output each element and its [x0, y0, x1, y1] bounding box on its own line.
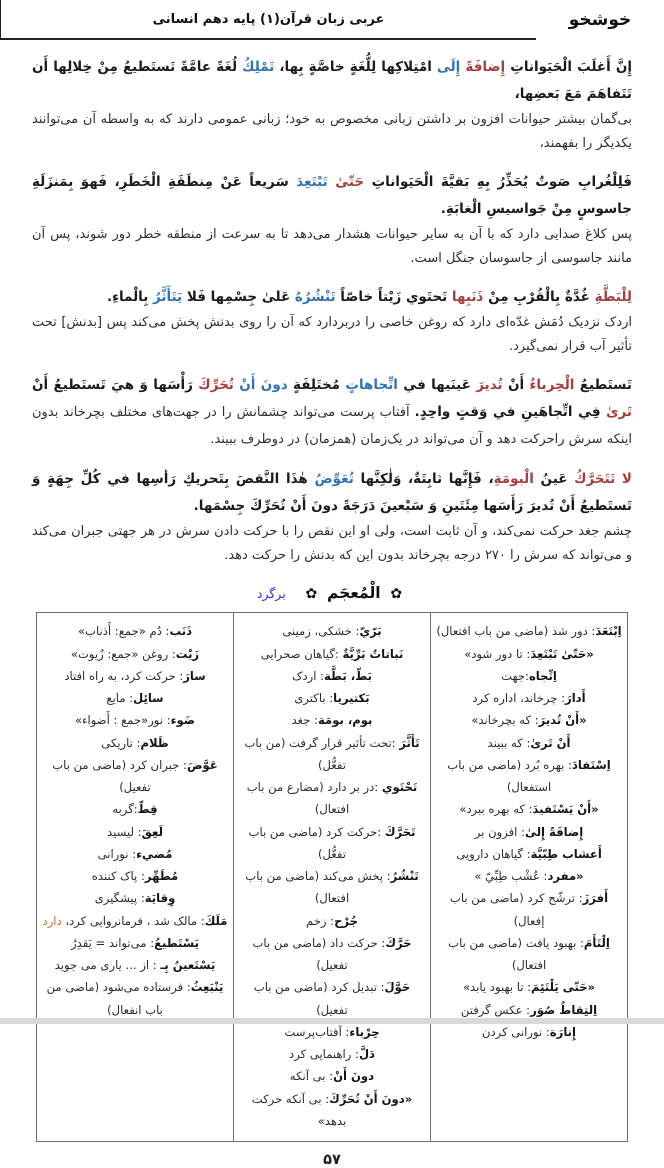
- arabic-text: ذَنَبِها: [451, 289, 484, 306]
- flower-icon: ✿: [305, 586, 318, 603]
- vocab-entry: [239, 687, 425, 709]
- vocab-meaning: : روغن «جمع: زُيوت»: [70, 646, 176, 661]
- vocab-meaning: : جبران کرد (ماضی من باب تفعیل): [52, 757, 187, 795]
- arabic-text: تُديرَ: [476, 377, 503, 394]
- vocab-accent-word: دارد: [42, 913, 62, 928]
- vocab-headword: بَرّيّ: [359, 624, 382, 639]
- vocab-entry: [239, 620, 425, 642]
- vocab-entry: [42, 798, 228, 820]
- vocab-headword: أَدارَ: [565, 691, 586, 706]
- vocab-headword: بَطّ، بَطَّة: [324, 668, 372, 683]
- vocab-headword: ضَوء: [170, 713, 196, 728]
- vocab-entry: [436, 932, 622, 977]
- vocab-column-left: [37, 613, 234, 1141]
- vocab-entry: [42, 709, 228, 731]
- back-link[interactable]: برگرد: [256, 586, 286, 602]
- persian-translation: بی‌گمان بیشتر حیوانات افزون بر داشتن زبانی مخصوص به خود؛ زبانی عمومی دارند که به واسطه آن می‌توانند یکدیگر را بفهمند،: [32, 112, 632, 152]
- vocab-meaning: : عکس گرفتن: [460, 1002, 531, 1017]
- vocab-meaning: : جغد: [291, 713, 319, 728]
- vocab-headword: «مفرد: [547, 869, 584, 884]
- arabic-text: غُدَّةٌ بِالْقُرْبِ مِنْ: [483, 289, 595, 306]
- vocab-meaning: : تاریکی: [101, 735, 141, 750]
- vocab-meaning: : نورانی: [97, 846, 137, 861]
- lesson-paragraph: [32, 466, 632, 568]
- vocab-meaning: : دور شد (ماضی من باب افتعال): [436, 624, 596, 639]
- vocab-meaning: : چرخاند، اداره کرد: [472, 691, 566, 706]
- arabic-text: الْبومَةِ: [493, 471, 534, 488]
- arabic-text: أَنْ: [502, 377, 530, 394]
- vocab-entry: [239, 709, 425, 731]
- vocab-headword: مُضيء: [136, 846, 173, 861]
- vocab-headword: قِطّ: [137, 802, 158, 817]
- vocab-headword: يَنْبَعِثُ: [190, 980, 224, 995]
- vocab-entry: [436, 709, 622, 731]
- page-header: [0, 0, 664, 40]
- page-footer: [32, 1142, 632, 1168]
- vocab-meaning: : عُشْب طِبِّيّ »: [474, 869, 548, 884]
- vocab-headword: اِسْتَفادَ: [571, 757, 611, 772]
- arabic-text: فَلِلْغُرابِ صَوتٌ يُحَذِّرُ بِهِ بَقيَّةَ الْحَيَواناتِ: [364, 174, 632, 191]
- vocab-headword: عَوَّضَ: [186, 757, 218, 772]
- vocab-meaning: : نورانی کردن: [482, 1024, 550, 1039]
- flower-icon: ✿: [390, 586, 403, 603]
- vocab-headword: زَيْت: [175, 646, 200, 661]
- vocab-entry: [436, 1021, 622, 1043]
- arabic-text: تُعَوِّضُ: [314, 471, 354, 488]
- vocabulary-title: الْمُعجَم: [326, 584, 381, 603]
- vocab-headword: «حَتّیٰ تَبْتَعِدَ: [530, 646, 594, 661]
- lesson-paragraph: [32, 284, 632, 359]
- vocab-entry: [239, 865, 425, 910]
- arabic-text: الْحِرباءُ: [529, 377, 575, 394]
- vocab-meaning: : پخش می‌کند (ماضی من باب افتعال): [245, 869, 391, 906]
- vocab-headword: «حَتّی يَلْتَئِمَ: [531, 980, 596, 995]
- vocabulary-heading: [32, 584, 632, 602]
- arabic-text: لا تَتَحَرَّكُ: [574, 471, 632, 488]
- vocab-headword: بَکتیریا: [333, 691, 370, 706]
- vocab-meaning: :گربه: [112, 802, 138, 817]
- vocab-entry: [42, 620, 228, 642]
- vocab-meaning: :تحت تأثیر قرار گرفت (من باب تفعُّل): [244, 735, 400, 772]
- arabic-text: تَبْتَعِدَ: [296, 174, 328, 191]
- publisher-logo: [536, 0, 664, 40]
- vocab-meaning: : پاک کننده: [91, 869, 145, 884]
- arabic-text: امْتِلاكِها لِلُّغَةٍ خاصَّةٍ بِها،: [274, 59, 437, 75]
- vocab-entry: [42, 821, 228, 843]
- vocab-headword: اِبْتَعَدَ: [595, 624, 622, 639]
- vocab-meaning: :حرکت کرد (ماضی من باب تفعُّل): [248, 824, 385, 861]
- vocab-headword: بوم، بومَة: [318, 713, 373, 728]
- vocab-meaning: : بهره بُرد (ماضی من باب استفعال): [447, 757, 572, 795]
- arabic-text: اتِّجاهاتٍ: [345, 377, 398, 394]
- vocab-meaning: : نور«جمع : أَضواء»: [74, 713, 171, 728]
- book-title: عربی زبان قرآن(۱) پایه دهم انسانی: [152, 11, 385, 27]
- vocab-headword: سائِل: [133, 691, 164, 706]
- arabic-text: تَستَطيعُ: [574, 377, 632, 394]
- arabic-text: لُغَةً عامَّةً تَستَطيعُ مِنْ خِلالِها أَن تَتَفاهَمَ مَعَ بَعضِها،: [32, 59, 632, 102]
- persian-translation: آفتاب پرست می‌تواند چشمانش را در جهت‌های مختلف بچرخاند بدون اینکه سرش راحرکت دهد و آن می‌تواند در یک‌زمان (همزمان) در دوطرف ببیند.: [32, 405, 632, 448]
- vocab-headword: ذَنَب: [169, 624, 193, 639]
- vocab-headword: نَباتاتٌ بَرِّيَّةٌ: [342, 646, 404, 661]
- lesson-paragraph: [32, 54, 632, 156]
- vocabulary-table: [36, 612, 628, 1142]
- vocab-headword: لَعِقَ: [141, 824, 163, 839]
- vocab-meaning: :گیاهان صحرایی: [260, 646, 343, 661]
- header-title-area: [0, 0, 536, 40]
- vocab-entry: [436, 843, 622, 865]
- vocab-meaning: :جهت: [501, 668, 529, 683]
- vocab-entry: [239, 1065, 425, 1087]
- vocab-meaning: : راهنمایی کرد: [289, 1047, 359, 1062]
- vocab-meaning: : از ... یاری می جوید: [54, 958, 161, 973]
- vocab-entry: [42, 865, 228, 887]
- vocab-headword: أَعشاب طِبّيَّة: [530, 846, 602, 861]
- vocab-entry: [239, 776, 425, 821]
- vocab-entry: [239, 976, 425, 1021]
- vocab-entry: [436, 687, 622, 709]
- vocab-meaning: : پیشگیری: [94, 891, 145, 906]
- vocab-meaning: : خشکی، زمینی: [282, 624, 360, 639]
- arabic-text: رَأْسَها وَ هيَ تَستَطيعُ أَنْ: [32, 377, 199, 394]
- arabic-text: عَلیٰ جِسْمِها فَلا: [182, 289, 295, 306]
- vocab-headword: أَنْ تَرىٰ: [530, 735, 571, 750]
- arabic-text: إِلَى: [436, 59, 461, 75]
- logo-text: خوشخو: [568, 10, 632, 30]
- vocab-headword: تَحْتَوي: [381, 780, 418, 795]
- vocab-meaning: : بهبود یافت (ماضی من باب افتعال): [448, 935, 584, 973]
- vocab-meaning: : بی آنکه: [289, 1069, 334, 1084]
- arabic-text: تُحَرِّكَ: [198, 377, 234, 394]
- vocab-entry: [239, 1021, 425, 1043]
- arabic-text: هٰذَا النَّقصَ بِتَحريكِ رَأسِها في كُلِّ جِهَةٍ وَ تَستَطيعُ أَنْ تُديرَ رَأَسَها مِئَتَينِ وَ سَبْعينَ دَرَجَةً دونَ أَنْ تُحَرِّكَ جِسْمَها.: [32, 471, 632, 515]
- arabic-text: تَحتَوي زَيْتاً خاصّاً: [335, 289, 452, 306]
- vocab-entry: [239, 821, 425, 866]
- vocab-column-right: [431, 613, 627, 1141]
- vocab-headword: سارَ: [183, 668, 206, 683]
- vocab-entry: [436, 821, 622, 843]
- vocab-entry: [436, 887, 622, 932]
- arabic-text: تَنْشُرُهُ: [294, 289, 336, 306]
- vocab-headword: اِلْتَأَمَ: [583, 935, 610, 950]
- vocab-entry: [42, 643, 228, 665]
- vocab-headword: يَسْتَعينُ بِـ: [160, 958, 216, 973]
- vocab-meaning: : افزون بر: [474, 824, 525, 839]
- vocab-entry: [42, 843, 228, 865]
- vocab-entry: [239, 732, 425, 777]
- vocab-column-middle: [234, 613, 431, 1141]
- vocab-entry: [42, 976, 228, 1021]
- arabic-text: لِلْبَطَّةِ: [594, 289, 632, 306]
- page-number: ۵۷: [323, 1152, 341, 1168]
- persian-translation: چشم جغد حرکت نمی‌کند، و آن ثابت است، ولی او این نقص را با حرکت دادن سرش در هر جهتی جبران می‌کند و می‌تواند که سرش را ۲۷۰ درجه بچرخاند بدون این که بدنش را حرکت دهد.: [32, 524, 632, 564]
- arabic-text: مُختَلِفَةٍ: [287, 377, 346, 394]
- vocab-entry: [42, 732, 228, 754]
- vocab-meaning: : اردک: [292, 668, 325, 683]
- arabic-text: فِي اتِّجاهَينِ في وَقتٍ واحِدٍ.: [414, 404, 607, 421]
- lesson-paragraph: [32, 169, 632, 271]
- vocab-headword: أَفرَزَ: [582, 891, 609, 906]
- vocab-entry: [239, 665, 425, 687]
- page-bottom-edge: [0, 1018, 664, 1024]
- vocab-entry: [436, 754, 622, 799]
- vocab-entry: [42, 754, 228, 799]
- vocab-meaning: : گیاهان دارویی: [456, 846, 531, 861]
- vocab-entry: [436, 620, 622, 642]
- arabic-text: ، فَإِنَّها ثابِتَةٌ، وَلٰكِنَّها: [353, 471, 494, 488]
- vocab-headword: تَأَثَّرَ: [399, 735, 420, 750]
- vocab-entry: [42, 887, 228, 909]
- vocab-entry: [436, 865, 622, 887]
- arabic-text: عَينُ: [533, 471, 575, 488]
- arabic-text: يَتَأَثَّرُ: [153, 289, 183, 306]
- vocab-headword: «أَنْ تُديرَ: [538, 713, 587, 728]
- vocab-headword: إِضافَةً إِلیٰ: [524, 824, 584, 839]
- vocab-entry: [42, 687, 228, 709]
- vocab-headword: اِلتِقاطُ صُوَر: [530, 1002, 598, 1017]
- arabic-text: حَتّیٰ: [335, 174, 365, 191]
- vocab-meaning: : تا دور شود»: [464, 646, 531, 661]
- vocab-headword: دونَ أَنْ: [333, 1069, 375, 1084]
- vocab-headword: تَحَرَّكَ: [384, 824, 416, 839]
- vocab-meaning: : که ببیند: [487, 735, 531, 750]
- vocab-entry: [42, 665, 228, 687]
- vocab-entry: [239, 1043, 425, 1065]
- arabic-text: دونَ أَنْ: [239, 377, 288, 394]
- vocab-headword: ظَلام: [140, 735, 169, 750]
- arabic-text: إِنَّ أَغلَبَ الْحَيَواناتِ: [505, 59, 632, 75]
- vocab-entry: [42, 954, 228, 976]
- vocab-meaning: : تا بهبود یابد»: [462, 980, 532, 995]
- arabic-text: تَمْلِكُ: [242, 59, 275, 75]
- vocab-entry: [239, 910, 425, 932]
- arabic-text: بِالْماءِ.: [106, 289, 153, 306]
- vocab-headword: وِقايَة: [144, 891, 176, 906]
- persian-translation: اردک نزدیک دُمَش غدّه‌ای دارد که روغن خاصی را دربردارد که آن را روی بدنش پخش می‌کند پس [بدنش] تحت تأثیر آب قرار نمی‌گیرد.: [32, 315, 632, 355]
- vocab-meaning: : زخم: [305, 913, 335, 928]
- vocab-meaning: : که بهره ببرد»: [459, 802, 533, 817]
- vocab-meaning: : لیسید: [107, 824, 142, 839]
- vocab-meaning: : که بچرخاند»: [471, 713, 539, 728]
- vocab-meaning: : دُم «جمع: أَذناب»: [77, 624, 170, 639]
- vocab-meaning: :در بر دارد (مضارع من باب افتعال): [246, 780, 382, 817]
- lesson-paragraph: [32, 372, 632, 453]
- vocab-meaning: : بی آنکه حرکت بدهد»: [251, 1091, 347, 1128]
- vocab-headword: اِتِّجاه: [528, 668, 557, 683]
- vocab-meaning: : فرستاده می‌شود (ماضی من باب انفعال): [46, 980, 191, 1017]
- vocab-headword: مَلَكَ: [204, 913, 228, 928]
- vocab-headword: إِنارَة: [549, 1024, 576, 1039]
- vocab-entry: [436, 732, 622, 754]
- lesson-paragraphs: [32, 54, 632, 568]
- vocab-headword: دَلَّ: [358, 1047, 375, 1062]
- vocab-meaning: : مالک شد ، فرمانروایی کرد،: [61, 913, 205, 928]
- vocab-entry: [436, 798, 622, 820]
- vocab-entry: [239, 1088, 425, 1133]
- vocab-headword: جُرْح: [334, 913, 358, 928]
- vocab-entry: [239, 643, 425, 665]
- vocab-headword: حِرْباء: [349, 1024, 380, 1039]
- persian-translation: پس کلاغ صدایی دارد که با آن به سایر حیوانات هشدار می‌دهد تا به سرعت از منطقه خطر دور شوند، پس آن مانند جاسوسی از جاسوسان جنگل است.: [32, 227, 632, 267]
- vocab-entry: [436, 643, 622, 665]
- vocab-meaning: : می‌تواند = يَقدِرُ: [71, 935, 155, 950]
- vocab-meaning: : ترشّح کرد (ماضی من باب إفعال): [449, 891, 583, 928]
- vocab-entry: [239, 932, 425, 977]
- vocab-headword: «أَنْ يَسْتَفيدَ: [532, 802, 599, 817]
- vocab-headword: حَرَّكَ: [385, 935, 412, 950]
- vocab-entry: [436, 976, 622, 998]
- vocab-meaning: : مایع: [106, 691, 134, 706]
- lesson-body: [0, 40, 664, 1168]
- vocab-entry: [42, 910, 228, 932]
- vocab-meaning: : تبدیل کرد (ماضی من باب تفعیل): [253, 980, 385, 1017]
- vocab-headword: حَوَّلَ: [384, 980, 411, 995]
- arabic-text: إِضافَةً: [465, 59, 506, 75]
- vocab-meaning: : آفتاب‌پرست: [284, 1024, 350, 1039]
- arabic-text: عَينَيها في: [397, 377, 477, 394]
- vocab-meaning: : حرکت داد (ماضی من باب تفعیل): [252, 935, 386, 973]
- arabic-text: سَريعاً عَنْ مِنطَقَةِ الْخَطَرِ، فَهوَ بِمَنزَلَةِ جاسوسٍ مِنْ جَواسيسِ الْغابَةِ.: [32, 174, 632, 218]
- arabic-text: تَرىٰ: [606, 404, 632, 421]
- vocab-headword: «دونَ أَنْ تُحَرِّكَ: [329, 1091, 413, 1106]
- vocab-headword: تَنْشُرُ: [390, 869, 419, 884]
- vocab-meaning: : باکتری: [294, 691, 334, 706]
- vocab-headword: يَسْتَطيعُ: [154, 935, 199, 950]
- vocab-headword: مُطَهِّر: [144, 869, 179, 884]
- vocab-entry: [42, 932, 228, 954]
- vocab-meaning: : حرکت کرد، به راه افتاد: [64, 668, 184, 683]
- vocab-entry: [436, 665, 622, 687]
